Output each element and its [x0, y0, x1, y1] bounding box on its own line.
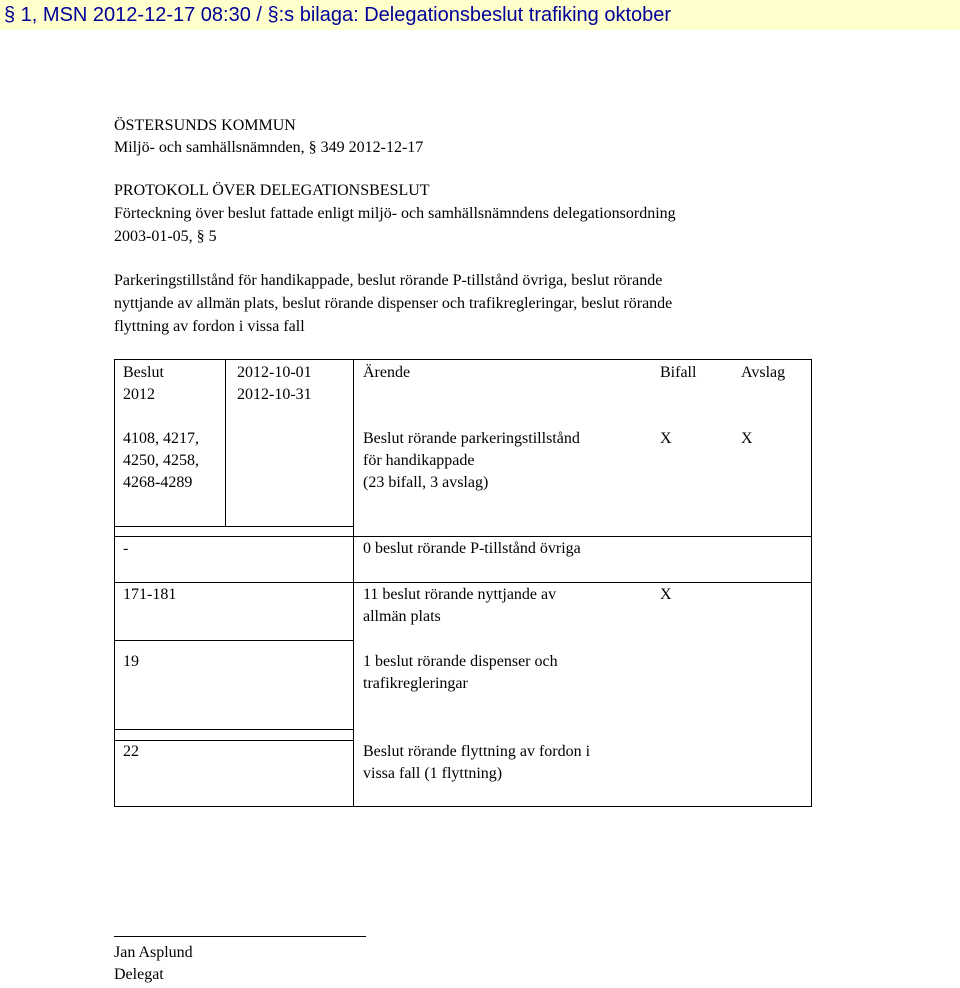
header-arende: Ärende — [363, 364, 411, 381]
row5-arende-line1: Beslut rörande flyttning av fordon i — [363, 743, 591, 760]
header-beslut: Beslut — [123, 364, 164, 381]
row3-number: 171-181 — [123, 586, 177, 603]
signature-name: Jan Asplund — [114, 944, 193, 961]
row4-number: 19 — [123, 653, 139, 670]
table-divider-horizontal — [115, 536, 353, 537]
table-divider-horizontal — [115, 582, 811, 583]
scope-line-3: flyttning av fordon i vissa fall — [114, 318, 305, 335]
agenda-header-text: § 1, MSN 2012-12-17 08:30 / §:s bilaga: Delegationsbeslut trafiking oktober — [4, 4, 672, 26]
org-name: ÖSTERSUNDS KOMMUN — [114, 117, 296, 134]
header-period-end: 2012-10-31 — [237, 386, 312, 403]
row4-arende-line1: 1 beslut rörande dispenser och — [363, 653, 558, 670]
agenda-header-bar — [0, 0, 960, 30]
row1-avslag-mark: X — [741, 430, 753, 447]
table-divider-vertical — [225, 360, 226, 526]
table-divider-vertical — [353, 360, 354, 806]
row1-arende-line1: Beslut rörande parkeringstillstånd — [363, 430, 580, 447]
row3-bifall-mark: X — [660, 586, 672, 603]
header-beslut-year: 2012 — [123, 386, 155, 403]
row5-number: 22 — [123, 743, 139, 760]
committee-line: Miljö- och samhällsnämnden, § 349 2012-12-17 — [114, 139, 424, 156]
table-divider-horizontal — [115, 640, 353, 641]
header-avslag: Avslag — [741, 364, 786, 381]
row2-number: - — [123, 540, 129, 557]
table-divider-horizontal — [115, 526, 353, 527]
signature-role: Delegat — [114, 966, 164, 983]
header-bifall: Bifall — [660, 364, 697, 381]
header-period-start: 2012-10-01 — [237, 364, 312, 381]
row1-number-line2: 4250, 4258, — [123, 452, 199, 469]
row5-arende-line2: vissa fall (1 flyttning) — [363, 765, 503, 782]
row3-arende-line1: 11 beslut rörande nyttjande av — [363, 586, 557, 603]
table-divider-horizontal — [115, 740, 353, 741]
row1-number-line3: 4268-4289 — [123, 474, 193, 491]
row3-arende-line2: allmän plats — [363, 608, 441, 625]
scope-line-1: Parkeringstillstånd för handikappade, beslut rörande P-tillstånd övriga, beslut rörande — [114, 272, 663, 289]
scope-line-2: nyttjande av allmän plats, beslut rörande dispenser och trafikregleringar, beslut rörande — [114, 295, 673, 312]
row4-arende-line2: trafikregleringar — [363, 675, 468, 692]
listing-line-1: Förteckning över beslut fattade enligt miljö- och samhällsnämndens delegationsordning — [114, 205, 676, 222]
row1-number-line1: 4108, 4217, — [123, 430, 199, 447]
row1-arende-line3: (23 bifall, 3 avslag) — [363, 474, 489, 491]
decision-table — [114, 359, 812, 807]
row2-arende: 0 beslut rörande P-tillstånd övriga — [363, 540, 581, 557]
row1-bifall-mark: X — [660, 430, 672, 447]
protocol-title: PROTOKOLL ÖVER DELEGATIONSBESLUT — [114, 182, 430, 199]
table-divider-horizontal — [115, 729, 353, 730]
row1-arende-line2: för handikappade — [363, 452, 475, 469]
listing-line-2: 2003-01-05, § 5 — [114, 228, 217, 245]
signature-line — [114, 936, 366, 937]
table-divider-horizontal — [353, 536, 811, 537]
